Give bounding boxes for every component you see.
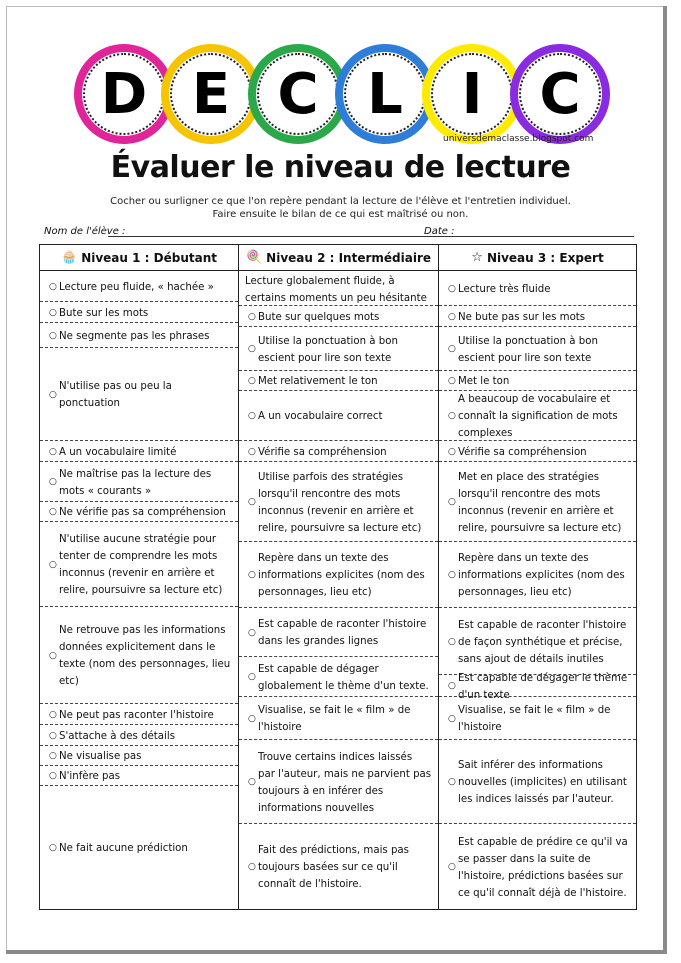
checkbox-circle-icon[interactable]: ○ <box>448 777 456 787</box>
checkbox-circle-icon[interactable]: ○ <box>448 411 456 421</box>
criterion-item[interactable] <box>439 327 636 371</box>
instructions-line-2: Faire ensuite le bilan de ce qui est maîtrisé ou non. <box>212 209 469 220</box>
checkbox-circle-icon[interactable]: ○ <box>49 477 57 487</box>
logo-letter: I <box>431 53 513 135</box>
level-header <box>239 245 438 271</box>
criterion-text: Est capable de raconter l'histoire de façon synthétique et précise, sans ajout de détails inutiles <box>458 619 627 665</box>
checkbox-circle-icon[interactable]: ○ <box>248 376 256 386</box>
criterion-item[interactable] <box>439 824 636 909</box>
checkbox-circle-icon[interactable]: ○ <box>448 376 456 386</box>
criterion-item[interactable] <box>40 323 238 348</box>
instructions-line-1: Cocher ou surligner ce que l'on repère pendant la lecture de l'élève et l'entretien individuel. <box>110 196 571 207</box>
criterion-item[interactable] <box>439 740 636 824</box>
criterion-text: Ne segmente pas les phrases <box>59 330 210 342</box>
criterion-text: Bute sur quelques mots <box>258 311 380 323</box>
checkbox-circle-icon[interactable]: ○ <box>49 559 57 570</box>
criterion-text: Ne retrouve pas les informations données explicitement dans le texte (nom des personnages, lieu etc) <box>59 625 231 687</box>
criterion-item[interactable] <box>40 766 238 786</box>
criterion-text: Est capable de prédire ce qu'il va se passer dans la suite de l'histoire, prédictions basées sur ce qu'il connaît déjà de l'histoire. <box>458 836 628 899</box>
checkbox-circle-icon[interactable]: ○ <box>49 446 57 457</box>
criterion-item[interactable] <box>439 697 636 740</box>
checkbox-circle-icon[interactable]: ○ <box>49 730 57 741</box>
criterion-item[interactable] <box>239 371 438 391</box>
logo-letter-circle <box>74 44 174 144</box>
cupcake-icon: 🧁 <box>61 250 78 265</box>
criterion-item[interactable] <box>40 348 238 441</box>
criterion-item[interactable] <box>40 607 238 704</box>
criterion-text: Sait inférer des informations nouvelles (implicites) en utilisant les indices laissés par l'auteur. <box>458 760 627 805</box>
criterion-item[interactable] <box>239 608 438 657</box>
criterion-text: Est capable de raconter l'histoire dans les grandes lignes <box>258 619 427 647</box>
page-title: Évaluer le niveau de lecture <box>110 150 571 185</box>
criterion-item[interactable] <box>239 306 438 327</box>
criterion-text: Met en place des stratégies lorsqu'il rencontre des mots inconnus (revenir en arrière et relire, poursuivre sa lecture etc) <box>458 471 622 534</box>
checkbox-circle-icon[interactable]: ○ <box>448 344 456 354</box>
checkbox-circle-icon[interactable]: ○ <box>248 672 256 682</box>
checkbox-circle-icon[interactable]: ○ <box>49 389 57 400</box>
level-header-label: Niveau 1 : Débutant <box>81 250 217 265</box>
criterion-text: Repère dans un texte des informations explicites (nom des personnages, lieu etc) <box>258 553 425 598</box>
criterion-text: N'utilise aucune stratégie pour tenter de comprendre les mots inconnus (revenir en arrière et relire, poursuivre sa lecture etc) <box>59 534 223 596</box>
criterion-item[interactable] <box>439 608 636 675</box>
logo-letter-circle <box>335 44 435 144</box>
date-field[interactable] <box>454 236 634 237</box>
criterion-item[interactable] <box>239 271 438 306</box>
star-icon: ☆ <box>471 250 483 265</box>
criterion-text: A beaucoup de vocabulaire et connaît la signification de mots complexes <box>458 394 618 439</box>
criterion-item[interactable] <box>239 824 438 909</box>
level-header-label: Niveau 2 : Intermédiaire <box>266 250 432 265</box>
criterion-text: Vérifie sa compréhension <box>258 446 387 458</box>
criterion-text: Ne vérifie pas sa compréhension <box>59 507 226 518</box>
criterion-item[interactable] <box>40 786 238 909</box>
criterion-text: Visualise, se fait le « film » de l'histoire <box>258 705 411 733</box>
checkbox-circle-icon[interactable]: ○ <box>448 862 456 872</box>
criterion-item[interactable] <box>40 302 238 323</box>
criterion-item[interactable] <box>239 441 438 462</box>
criterion-item[interactable] <box>439 306 636 327</box>
criterion-text: Bute sur les mots <box>59 307 149 319</box>
criterion-text: Utilise parfois des stratégies lorsqu'il rencontre des mots inconnus (revenir en arrière et relire, poursuivre sa lecture etc) <box>258 471 422 534</box>
checkbox-circle-icon[interactable]: ○ <box>49 843 57 853</box>
criterion-text: Est capable de dégager globalement le thème d'un texte. <box>258 663 429 692</box>
criterion-text: Ne bute pas sur les mots <box>458 311 586 323</box>
checkbox-circle-icon[interactable]: ○ <box>448 283 456 294</box>
checkbox-circle-icon[interactable]: ○ <box>248 570 256 580</box>
student-name-field[interactable] <box>108 236 458 237</box>
criterion-item[interactable] <box>40 522 238 607</box>
checkbox-circle-icon[interactable]: ○ <box>49 281 57 292</box>
checkbox-circle-icon[interactable]: ○ <box>49 709 57 720</box>
criterion-text: Est capable de dégager le thème d'un texte <box>458 672 628 701</box>
criterion-text: A un vocabulaire correct <box>258 411 383 422</box>
criterion-text: Fait des prédictions, mais pas toujours basées sur ce qu'il connaît de l'histoire. <box>258 845 409 890</box>
checkbox-circle-icon[interactable]: ○ <box>49 330 57 341</box>
checkbox-circle-icon[interactable]: ○ <box>448 311 456 322</box>
logo-letter-circle <box>510 44 610 144</box>
criterion-text: Utilise la ponctuation à bon escient pour lire son texte <box>458 335 598 364</box>
criterion-text: Trouve certains indices laissés par l'auteur, mais ne parvient pas toujours à en inférer des informations nouvelles <box>258 751 432 814</box>
logo-letter: D <box>83 53 165 135</box>
logo-letter: C <box>257 53 339 135</box>
logo-letter: L <box>344 53 426 135</box>
logo-letter: E <box>170 53 252 135</box>
criterion-text: N'utilise pas ou peu la ponctuation <box>59 381 172 409</box>
level-column <box>40 245 238 909</box>
criterion-item[interactable] <box>439 271 636 306</box>
criterion-item[interactable] <box>239 391 438 441</box>
criterion-text: Lecture très fluide <box>458 283 551 295</box>
criterion-item[interactable] <box>40 502 238 522</box>
criterion-item[interactable] <box>439 391 636 441</box>
checkbox-circle-icon[interactable]: ○ <box>248 344 256 354</box>
criterion-text: N'infère pas <box>59 771 121 782</box>
checkbox-circle-icon[interactable]: ○ <box>248 446 256 457</box>
logo-letter-circle <box>161 44 261 144</box>
checkbox-circle-icon[interactable]: ○ <box>448 570 456 580</box>
student-fields <box>44 226 634 240</box>
criterion-item[interactable] <box>239 697 438 740</box>
level-column <box>438 245 636 909</box>
checkbox-circle-icon[interactable]: ○ <box>248 713 256 724</box>
checkbox-circle-icon[interactable]: ○ <box>448 713 456 724</box>
criterion-item[interactable] <box>439 371 636 391</box>
criterion-text: A un vocabulaire limité <box>59 446 177 458</box>
criterion-item[interactable] <box>439 542 636 608</box>
criterion-text: Repère dans un texte des informations explicites (nom des personnages, lieu etc) <box>458 553 625 598</box>
criterion-item[interactable] <box>239 327 438 371</box>
criterion-item[interactable] <box>40 271 238 302</box>
checkbox-circle-icon[interactable]: ○ <box>49 307 57 318</box>
criterion-text: Utilise la ponctuation à bon escient pour lire son texte <box>258 335 398 364</box>
student-name-label: Nom de l'élève : <box>44 226 126 237</box>
checkbox-circle-icon[interactable]: ○ <box>49 507 57 517</box>
instructions <box>0 195 681 221</box>
criterion-item[interactable] <box>40 704 238 725</box>
criterion-text: Ne fait aucune prédiction <box>59 843 188 854</box>
criterion-text: Met le ton <box>458 376 510 387</box>
criterion-text: Lecture globalement fluide, à certains moments un peu hésitante <box>245 276 427 304</box>
lollipop-icon: 🍭 <box>245 250 263 265</box>
level-header <box>439 245 636 271</box>
logo-letter-circle <box>248 44 348 144</box>
criterion-text: Visualise, se fait le « film » de l'histoire <box>458 705 611 733</box>
criterion-item[interactable] <box>40 725 238 746</box>
checkbox-circle-icon[interactable]: ○ <box>448 636 456 647</box>
checkbox-circle-icon[interactable]: ○ <box>448 446 456 457</box>
logo-letter-circle <box>422 44 522 144</box>
criterion-item[interactable] <box>239 542 438 608</box>
checkbox-circle-icon[interactable]: ○ <box>49 650 57 661</box>
checkbox-circle-icon[interactable]: ○ <box>248 411 256 421</box>
criterion-item[interactable] <box>439 441 636 462</box>
declic-logo <box>74 44 610 144</box>
criterion-item[interactable] <box>40 746 238 766</box>
level-column <box>238 245 438 909</box>
blog-url: universdemaclasse.blogspot.com <box>443 134 594 144</box>
criterion-text: Met relativement le ton <box>258 376 378 387</box>
logo-letter: C <box>519 53 601 135</box>
checkbox-circle-icon[interactable]: ○ <box>49 771 57 781</box>
criterion-text: Vérifie sa compréhension <box>458 446 587 458</box>
criterion-text: S'attache à des détails <box>59 730 176 742</box>
checkbox-circle-icon[interactable]: ○ <box>49 751 57 761</box>
checkbox-circle-icon[interactable]: ○ <box>248 311 256 322</box>
level-header <box>40 245 238 271</box>
checkbox-circle-icon[interactable]: ○ <box>448 497 456 507</box>
checkbox-circle-icon[interactable]: ○ <box>448 681 456 691</box>
checkbox-circle-icon[interactable]: ○ <box>248 777 256 787</box>
criterion-item[interactable] <box>239 740 438 824</box>
criterion-item[interactable] <box>439 462 636 542</box>
criterion-text: Lecture peu fluide, « hachée » <box>59 281 214 293</box>
level-header-label: Niveau 3 : Expert <box>486 250 604 265</box>
criterion-item[interactable] <box>40 441 238 462</box>
criterion-text: Ne peut pas raconter l'histoire <box>59 709 214 721</box>
criterion-item[interactable] <box>239 657 438 697</box>
date-label: Date : <box>424 226 455 237</box>
criterion-item[interactable] <box>239 462 438 542</box>
checkbox-circle-icon[interactable]: ○ <box>248 627 256 638</box>
checkbox-circle-icon[interactable]: ○ <box>248 497 256 507</box>
criterion-text: Ne maîtrise pas la lecture des mots « courants » <box>59 468 212 497</box>
criterion-item[interactable] <box>439 672 636 701</box>
checkbox-circle-icon[interactable]: ○ <box>248 862 256 872</box>
criterion-item[interactable] <box>40 462 238 502</box>
criterion-text: Ne visualise pas <box>59 751 142 762</box>
reading-level-table <box>39 244 637 910</box>
